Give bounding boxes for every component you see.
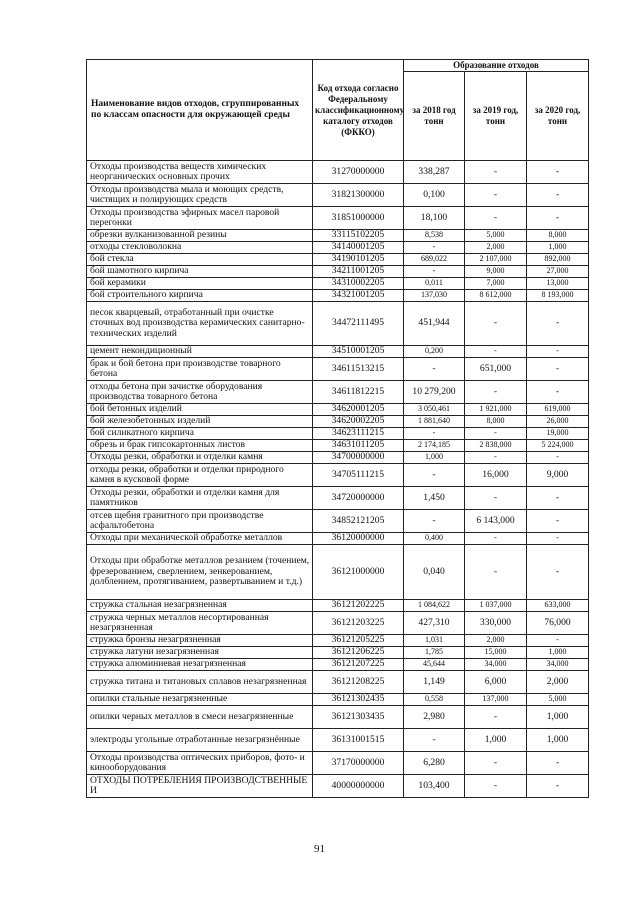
table-row: [87, 266, 589, 278]
header-2019: за 2019 год, тонн: [465, 72, 527, 161]
cell-code: 34620001205: [313, 404, 404, 416]
table-body: [87, 161, 589, 798]
table-row: [87, 600, 589, 612]
cell-2020: 892,000: [527, 254, 589, 266]
cell-code: 34472111495: [313, 302, 404, 346]
cell-code: 36121302435: [313, 694, 404, 706]
table-row: [87, 635, 589, 647]
cell-2019: -: [465, 161, 527, 184]
table-row: [87, 671, 589, 694]
cell-2020: -: [527, 381, 589, 404]
cell-2020: 1,000: [527, 242, 589, 254]
table-row: [87, 706, 589, 729]
table-row: [87, 404, 589, 416]
cell-2020: 9,000: [527, 464, 589, 487]
cell-code: 36121000000: [313, 545, 404, 600]
cell-2019: 8,000: [465, 416, 527, 428]
table-row: [87, 302, 589, 346]
cell-code: 36121206225: [313, 647, 404, 659]
cell-code: 34700000000: [313, 452, 404, 464]
cell-2019: 2,000: [465, 242, 527, 254]
cell-2018: -: [404, 358, 465, 381]
cell-name: стружка бронзы незагрязненная: [87, 635, 313, 647]
cell-code: 34611812215: [313, 381, 404, 404]
cell-2018: 1,450: [404, 487, 465, 510]
cell-code: 33115102205: [313, 230, 404, 242]
cell-2018: 6,280: [404, 752, 465, 775]
cell-2018: -: [404, 464, 465, 487]
table-row: [87, 487, 589, 510]
table-row: [87, 242, 589, 254]
cell-2019: 9,000: [465, 266, 527, 278]
cell-2018: 1 881,640: [404, 416, 465, 428]
cell-2020: -: [527, 302, 589, 346]
cell-name: Отходы резки, обработки и отделки камня: [87, 452, 313, 464]
cell-2018: 0,558: [404, 694, 465, 706]
table-row: [87, 184, 589, 207]
table-row: [87, 290, 589, 302]
cell-2019: -: [465, 545, 527, 600]
cell-2018: 45,644: [404, 659, 465, 671]
cell-2019: 330,000: [465, 612, 527, 635]
cell-name: цемент некондиционный: [87, 346, 313, 358]
cell-2019: 7,000: [465, 278, 527, 290]
table-row: [87, 545, 589, 600]
table-row: [87, 207, 589, 230]
cell-2018: 3 050,461: [404, 404, 465, 416]
cell-2018: -: [404, 242, 465, 254]
cell-2020: -: [527, 775, 589, 798]
cell-2018: 2,980: [404, 706, 465, 729]
cell-2019: 5,000: [465, 230, 527, 242]
cell-2018: 18,100: [404, 207, 465, 230]
cell-2019: 2,000: [465, 635, 527, 647]
cell-name: обрезки вулканизованной резины: [87, 230, 313, 242]
cell-2020: -: [527, 452, 589, 464]
cell-2018: 137,030: [404, 290, 465, 302]
table-row: [87, 752, 589, 775]
cell-2020: -: [527, 545, 589, 600]
cell-2020: -: [527, 161, 589, 184]
cell-2020: 619,000: [527, 404, 589, 416]
table-row: [87, 659, 589, 671]
cell-name: бой стекла: [87, 254, 313, 266]
cell-2020: 1,000: [527, 706, 589, 729]
cell-2018: 0,400: [404, 533, 465, 545]
cell-code: 36121208225: [313, 671, 404, 694]
cell-2020: 5,000: [527, 694, 589, 706]
cell-code: 34310002205: [313, 278, 404, 290]
cell-2020: 1,000: [527, 647, 589, 659]
cell-2018: 689,022: [404, 254, 465, 266]
page-number: 91: [314, 843, 325, 855]
header-name: Наименование видов отходов, сгруппированных по классам опасности для окружающей среды: [87, 60, 313, 161]
cell-2020: 13,000: [527, 278, 589, 290]
cell-code: 34620002205: [313, 416, 404, 428]
table-row: [87, 647, 589, 659]
table-row: [87, 510, 589, 533]
cell-code: 34321001205: [313, 290, 404, 302]
cell-2019: -: [465, 706, 527, 729]
cell-2018: 8,538: [404, 230, 465, 242]
cell-code: 34611513215: [313, 358, 404, 381]
table-row: [87, 729, 589, 752]
cell-name: опилки стальные незагрязненные: [87, 694, 313, 706]
header-group: Образование отходов: [404, 60, 589, 72]
cell-2019: -: [465, 752, 527, 775]
cell-2018: 1,785: [404, 647, 465, 659]
cell-2020: -: [527, 635, 589, 647]
cell-2018: 1,000: [404, 452, 465, 464]
page-content: [86, 59, 588, 798]
cell-2018: 427,310: [404, 612, 465, 635]
cell-2020: -: [527, 346, 589, 358]
table-row: [87, 440, 589, 452]
cell-code: 36121303435: [313, 706, 404, 729]
cell-code: 37170000000: [313, 752, 404, 775]
cell-code: 34720000000: [313, 487, 404, 510]
cell-2018: 0,100: [404, 184, 465, 207]
cell-2020: -: [527, 510, 589, 533]
cell-name: стружка алюминиевая незагрязненная: [87, 659, 313, 671]
cell-2019: 2 107,000: [465, 254, 527, 266]
cell-name: опилки черных металлов в смеси незагрязненные: [87, 706, 313, 729]
cell-name: Отходы производства мыла и моющих средств, чистящих и полирующих средств: [87, 184, 313, 207]
table-row: [87, 612, 589, 635]
cell-2019: 15,000: [465, 647, 527, 659]
cell-2018: 2 174,185: [404, 440, 465, 452]
table-row: [87, 464, 589, 487]
cell-name: Отходы производства оптических приборов, фото- и кинооборудования: [87, 752, 313, 775]
table-row: [87, 775, 589, 798]
cell-name: ОТХОДЫ ПОТРЕБЛЕНИЯ ПРОИЗВОДСТВЕННЫЕ И: [87, 775, 313, 798]
cell-code: 36121207225: [313, 659, 404, 671]
cell-2020: -: [527, 184, 589, 207]
cell-2019: 1,000: [465, 729, 527, 752]
cell-name: отсев щебня гранитного при производстве асфальтобетона: [87, 510, 313, 533]
cell-2020: 76,000: [527, 612, 589, 635]
table-row: [87, 254, 589, 266]
cell-2018: 1 084,622: [404, 600, 465, 612]
cell-code: 34190101205: [313, 254, 404, 266]
cell-2018: 103,400: [404, 775, 465, 798]
cell-2020: 8,000: [527, 230, 589, 242]
cell-name: бой шамотного кирпича: [87, 266, 313, 278]
cell-2019: -: [465, 775, 527, 798]
cell-code: 31821300000: [313, 184, 404, 207]
cell-name: Отходы при механической обработке металлов: [87, 533, 313, 545]
table-row: [87, 381, 589, 404]
cell-2019: -: [465, 346, 527, 358]
cell-name: стружка латуни незагрязненная: [87, 647, 313, 659]
cell-name: электроды угольные отработанные незагрязнённые: [87, 729, 313, 752]
header-code: Код отхода согласно Федеральному классификационному каталогу отходов (ФККО): [313, 60, 404, 161]
cell-2019: 1 921,000: [465, 404, 527, 416]
table-row: [87, 694, 589, 706]
cell-code: 36120000000: [313, 533, 404, 545]
cell-name: бой строительного кирпича: [87, 290, 313, 302]
cell-code: 36121202225: [313, 600, 404, 612]
cell-2020: -: [527, 752, 589, 775]
cell-2019: -: [465, 381, 527, 404]
cell-2019: -: [465, 302, 527, 346]
cell-code: 34631011205: [313, 440, 404, 452]
cell-code: 36121205225: [313, 635, 404, 647]
table-row: [87, 278, 589, 290]
cell-2018: 1,031: [404, 635, 465, 647]
cell-2019: 1 037,000: [465, 600, 527, 612]
cell-2019: 6 143,000: [465, 510, 527, 533]
cell-2019: 34,000: [465, 659, 527, 671]
cell-code: 31851000000: [313, 207, 404, 230]
cell-code: 36131001515: [313, 729, 404, 752]
cell-2018: -: [404, 266, 465, 278]
cell-2020: 1,000: [527, 729, 589, 752]
table-row: [87, 346, 589, 358]
cell-2020: -: [527, 358, 589, 381]
cell-2020: -: [527, 533, 589, 545]
cell-name: бой бетонных изделий: [87, 404, 313, 416]
waste-table: [86, 59, 589, 798]
cell-name: обрезь и брак гипсокартонных листов: [87, 440, 313, 452]
cell-2020: 34,000: [527, 659, 589, 671]
cell-2019: -: [465, 452, 527, 464]
cell-name: стружка черных металлов несортированная незагрязненная: [87, 612, 313, 635]
cell-2018: 0,040: [404, 545, 465, 600]
cell-2018: 0,011: [404, 278, 465, 290]
cell-2020: 8 193,000: [527, 290, 589, 302]
cell-2020: 633,000: [527, 600, 589, 612]
cell-2019: 8 612,000: [465, 290, 527, 302]
cell-name: стружка стальная незагрязненная: [87, 600, 313, 612]
cell-2018: -: [404, 729, 465, 752]
cell-name: Отходы резки, обработки и отделки камня для памятников: [87, 487, 313, 510]
cell-code: 31270000000: [313, 161, 404, 184]
cell-name: бой силикатного кирпича: [87, 428, 313, 440]
cell-name: отходы стекловолокна: [87, 242, 313, 254]
cell-2020: 27,000: [527, 266, 589, 278]
header-2018: за 2018 год тонн: [404, 72, 465, 161]
cell-2019: 137,000: [465, 694, 527, 706]
table-row: [87, 358, 589, 381]
cell-2020: 19,000: [527, 428, 589, 440]
cell-2020: 2,000: [527, 671, 589, 694]
table-row: [87, 416, 589, 428]
header-2020: за 2020 год, тонн: [527, 72, 589, 161]
cell-name: отходы бетона при зачистке оборудования производства товарного бетона: [87, 381, 313, 404]
cell-code: 34510001205: [313, 346, 404, 358]
cell-2019: 2 838,000: [465, 440, 527, 452]
table-row: [87, 230, 589, 242]
cell-2018: 451,944: [404, 302, 465, 346]
cell-2019: -: [465, 428, 527, 440]
cell-2020: -: [527, 487, 589, 510]
table-row: [87, 428, 589, 440]
cell-2020: 5 224,000: [527, 440, 589, 452]
cell-2018: 1,149: [404, 671, 465, 694]
cell-code: 34211001205: [313, 266, 404, 278]
cell-2019: -: [465, 184, 527, 207]
cell-2019: -: [465, 207, 527, 230]
cell-2019: -: [465, 533, 527, 545]
cell-name: брак и бой бетона при производстве товарного бетона: [87, 358, 313, 381]
cell-code: 36121203225: [313, 612, 404, 635]
cell-2019: 651,000: [465, 358, 527, 381]
cell-code: 34705111215: [313, 464, 404, 487]
cell-name: отходы резки, обработки и отделки природного камня в кусковой форме: [87, 464, 313, 487]
cell-name: стружка титана и титановых сплавов незагрязненная: [87, 671, 313, 694]
cell-2018: 338,287: [404, 161, 465, 184]
cell-code: 34852121205: [313, 510, 404, 533]
cell-2020: 26,000: [527, 416, 589, 428]
cell-name: песок кварцевый, отработанный при очистке сточных вод производства керамических санитарно-технических изделий: [87, 302, 313, 346]
table-row: [87, 533, 589, 545]
cell-2019: 6,000: [465, 671, 527, 694]
table-row: [87, 452, 589, 464]
cell-code: 34623111215: [313, 428, 404, 440]
cell-name: Отходы при обработке металлов резанием (точением, фрезерованием, сверлением, зенкерованием, долблением, протягиванием, развертыванием и т.д.): [87, 545, 313, 600]
cell-name: Отходы производства эфирных масел паровой перегонки: [87, 207, 313, 230]
cell-2020: -: [527, 207, 589, 230]
cell-2018: -: [404, 428, 465, 440]
cell-2018: -: [404, 510, 465, 533]
cell-name: бой керамики: [87, 278, 313, 290]
cell-code: 34140001205: [313, 242, 404, 254]
cell-2019: -: [465, 487, 527, 510]
cell-2019: 16,000: [465, 464, 527, 487]
cell-2018: 0,200: [404, 346, 465, 358]
cell-name: бой железобетонных изделий: [87, 416, 313, 428]
cell-code: 40000000000: [313, 775, 404, 798]
cell-2018: 10 279,200: [404, 381, 465, 404]
cell-name: Отходы производства веществ химических неорганических основных прочих: [87, 161, 313, 184]
table-row: [87, 161, 589, 184]
